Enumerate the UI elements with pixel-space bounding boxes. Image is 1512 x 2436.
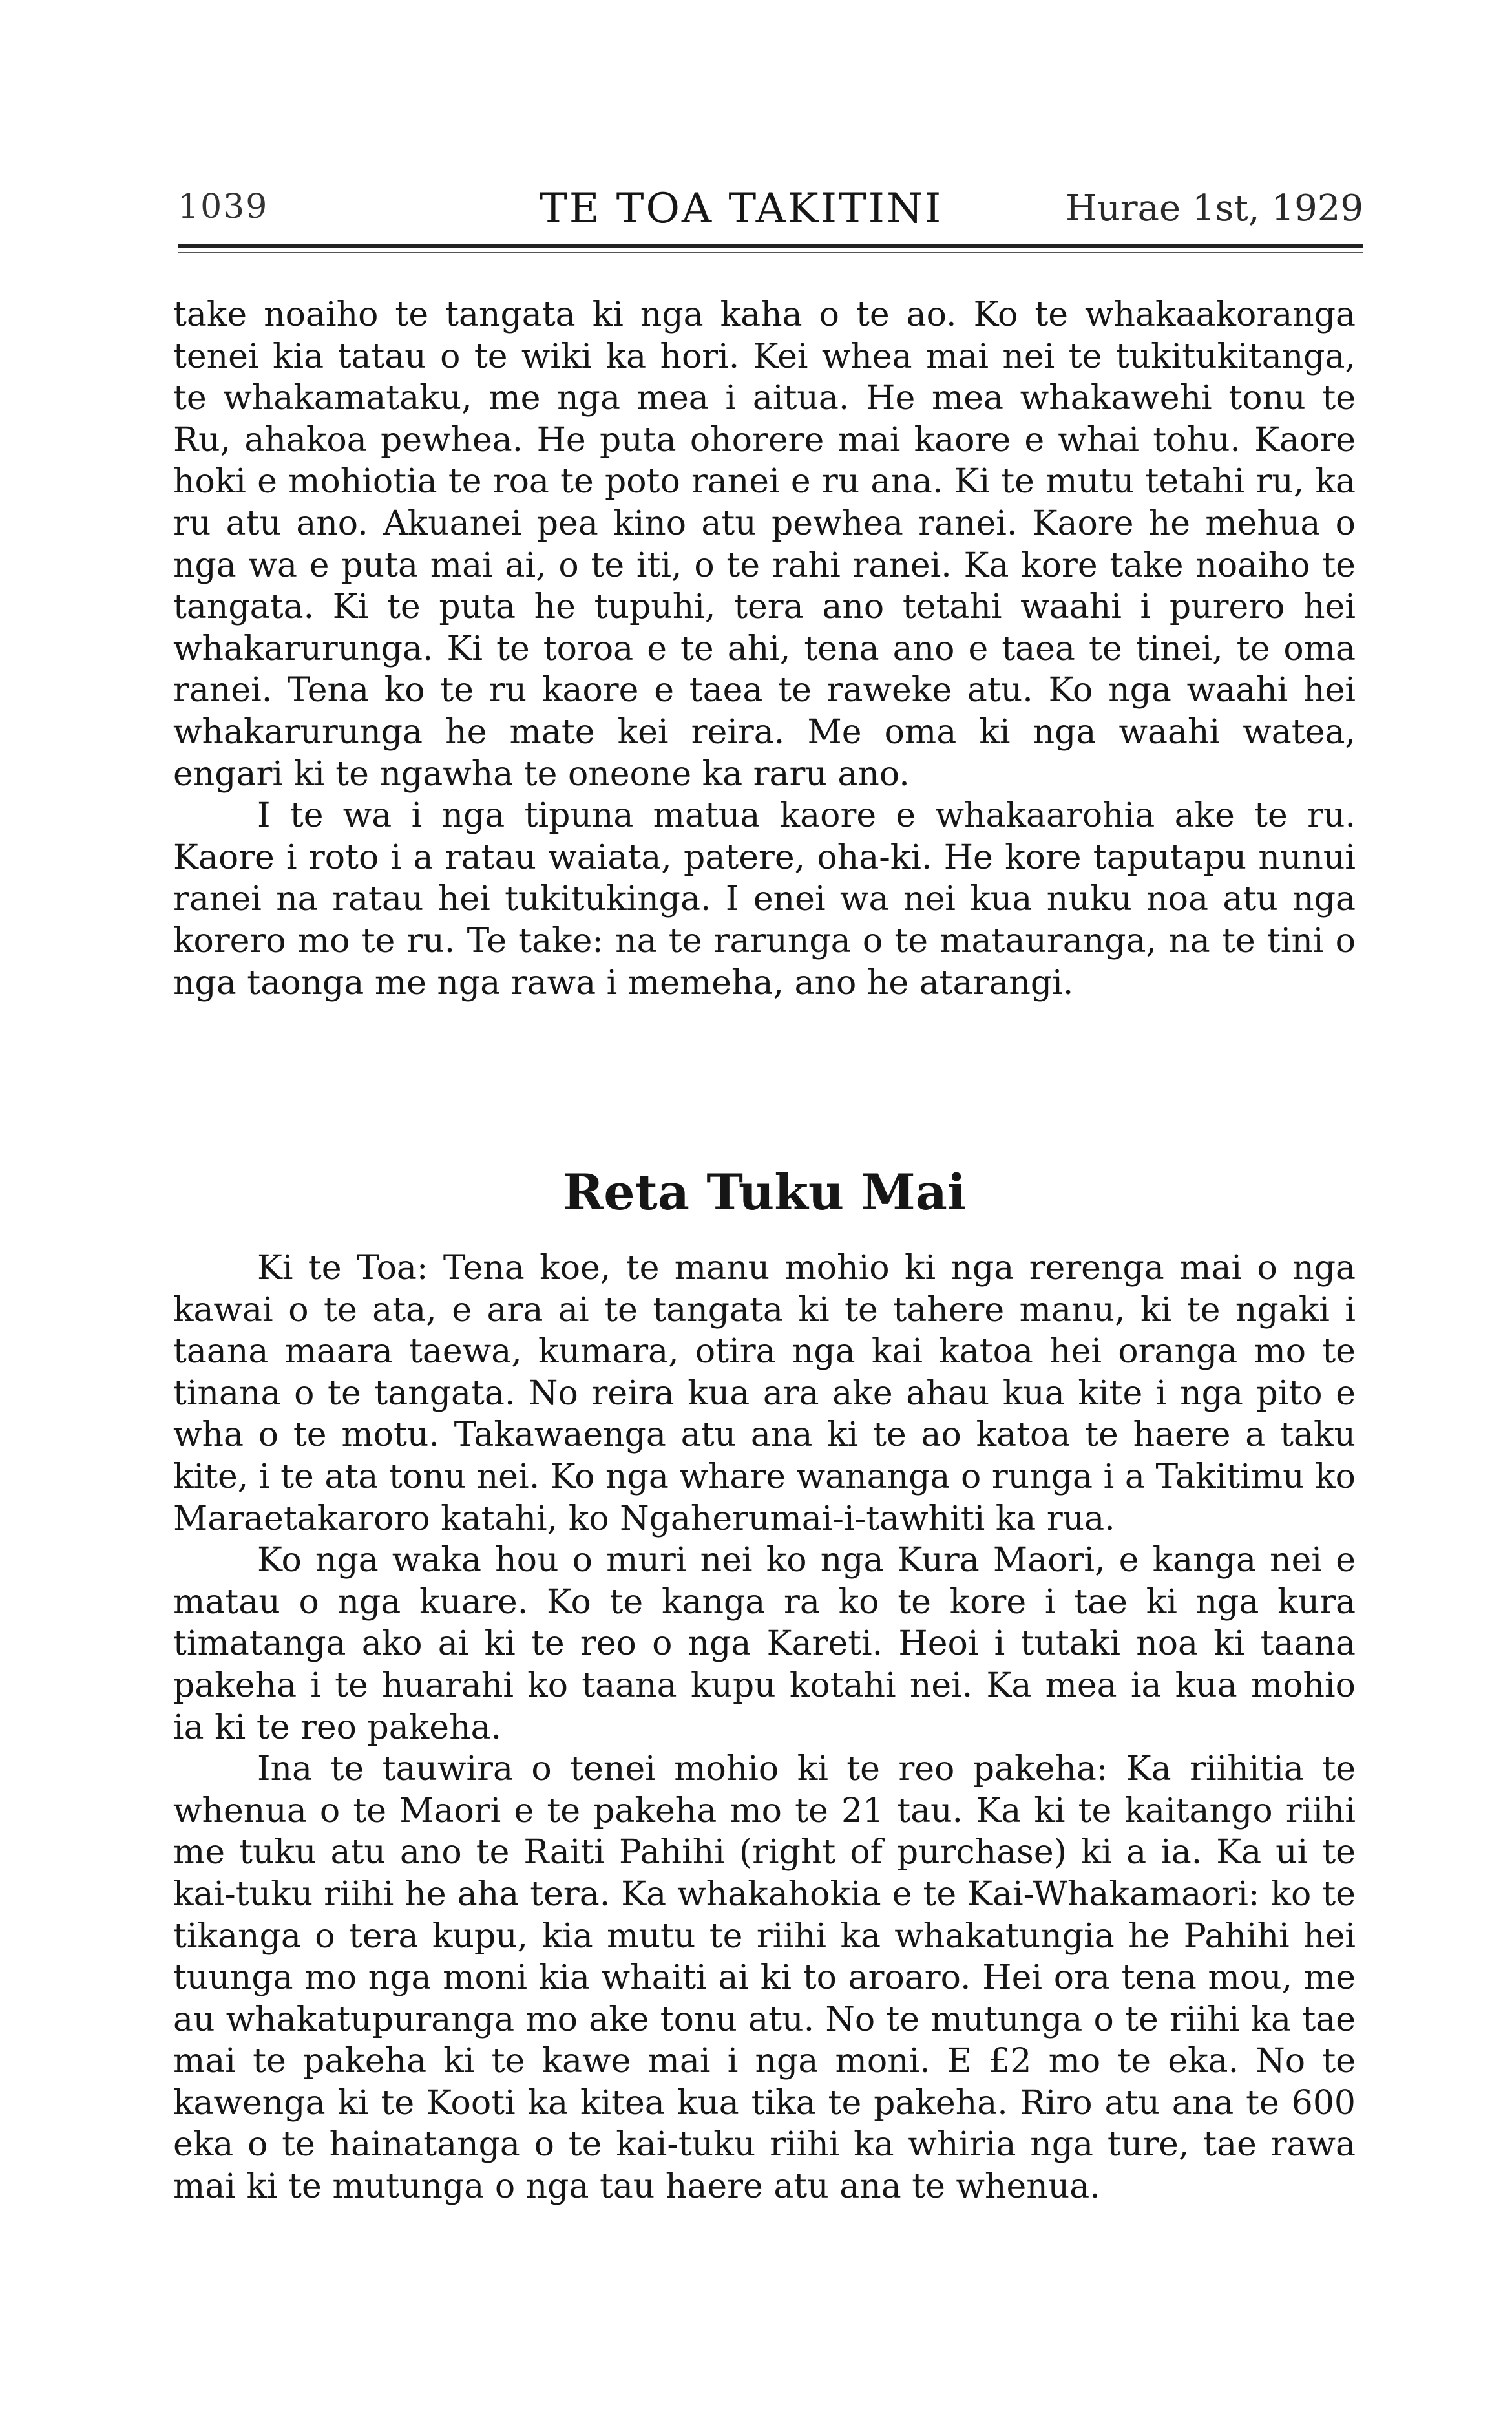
article-continuation xyxy=(173,294,1356,1004)
paragraph: I te wa i nga tipuna matua kaore e whakaarohia ake te ru. Kaore i roto i a ratau waiata, patere, oha-ki. He kore taputapu nunui ranei na ratau hei tukitukinga. I enei wa nei kua nuku noa atu nga korero mo te ru. Te take: na te rarunga o te matauranga, na te tini o nga taonga me nga rawa i memeha, ano he atarangi. xyxy=(173,796,1356,1002)
section-heading: Reta Tuku Mai xyxy=(563,1163,966,1221)
header-rule xyxy=(178,244,1363,248)
paragraph: Ko nga waka hou o muri nei ko nga Kura Maori, e kanga nei e matau o nga kuare. Ko te kanga ra ko te kore i tae ki nga kura timatanga ako ai ki te reo o nga Kareti. Heoi i tutaki noa ki taana pakeha i te huarahi ko taana kupu kotahi nei. Ka mea ia kua mohio ia ki te reo pakeha. xyxy=(173,1541,1356,1747)
page-number: 1039 xyxy=(178,187,269,226)
page-header xyxy=(178,187,1363,246)
header-rule-thin xyxy=(178,252,1363,253)
issue-date: Hurae 1st, 1929 xyxy=(1066,187,1363,229)
journal-title: TE TOA TAKITINI xyxy=(540,185,943,233)
paragraph: Ina te tauwira o tenei mohio ki te reo pakeha: Ka riihitia te whenua o te Maori e te pakeha mo te 21 tau. Ka ki te kaitango riihi me tuku atu ano te Raiti Pahihi (right of purchase) ki a ia. Ka ui te kai-tuku riihi he aha tera. Ka whakahokia e te Kai-Whakamaori: ko te tikanga o tera kupu, kia mutu te riihi ka whakatungia he Pahihi hei tuunga mo nga moni kia whaiti ai ki to aroaro. Hei ora tena mou, me au whakatupuranga mo ake tonu atu. No te mutunga o te riihi ka tae mai te pakeha ki te kawe mai i nga moni. E £2 mo te eka. No te kawenga ki te Kooti ka kitea kua tika te pakeha. Riro atu ana te 600 eka o te hainatanga o te kai-tuku riihi ka whiria nga ture, tae rawa mai ki te mutunga o nga tau haere atu ana te whenua. xyxy=(173,1750,1356,2207)
paragraph: take noaiho te tangata ki nga kaha o te ao. Ko te whakaakoranga tenei kia tatau o te wiki ka hori. Kei whea mai nei te tukitukitanga, te whakamataku, me nga mea i aitua. He mea whakawehi tonu te Ru, ahakoa pewhea. He puta ohorere mai kaore e whai tohu. Kaore hoki e mohiotia te roa te poto ranei e ru ana. Ki te mutu tetahi ru, ka ru atu ano. Akuanei pea kino atu pewhea ranei. Kaore he mehua o nga wa e puta mai ai, o te iti, o te rahi ranei. Ka kore take noaiho te tangata. Ki te puta he tupuhi, tera ano tetahi waahi i purero hei whakarurunga. Ki te toroa e te ahi, tena ano e taea te tinei, te oma ranei. Tena ko te ru kaore e taea te raweke atu. Ko nga waahi hei whakarurunga he mate kei reira. Me oma ki nga waahi watea, engari ki te ngawha te oneone ka raru ano. xyxy=(173,295,1356,794)
letters-section xyxy=(173,1247,1356,2208)
paragraph: Ki te Toa: Tena koe, te manu mohio ki nga rerenga mai o nga kawai o te ata, e ara ai te tangata ki te tahere manu, ki te ngaki i taana maara taewa, kumara, otira nga kai katoa hei oranga mo te tinana o te tangata. No reira kua ara ake ahau kua kite i nga pito e wha o te motu. Takawaenga atu ana ki te ao katoa te haere a taku kite, i te ata tonu nei. Ko nga whare wananga o runga i a Takitimu ko Maraetakaroro katahi, ko Ngaherumai-i-tawhiti ka rua. xyxy=(173,1249,1356,1538)
